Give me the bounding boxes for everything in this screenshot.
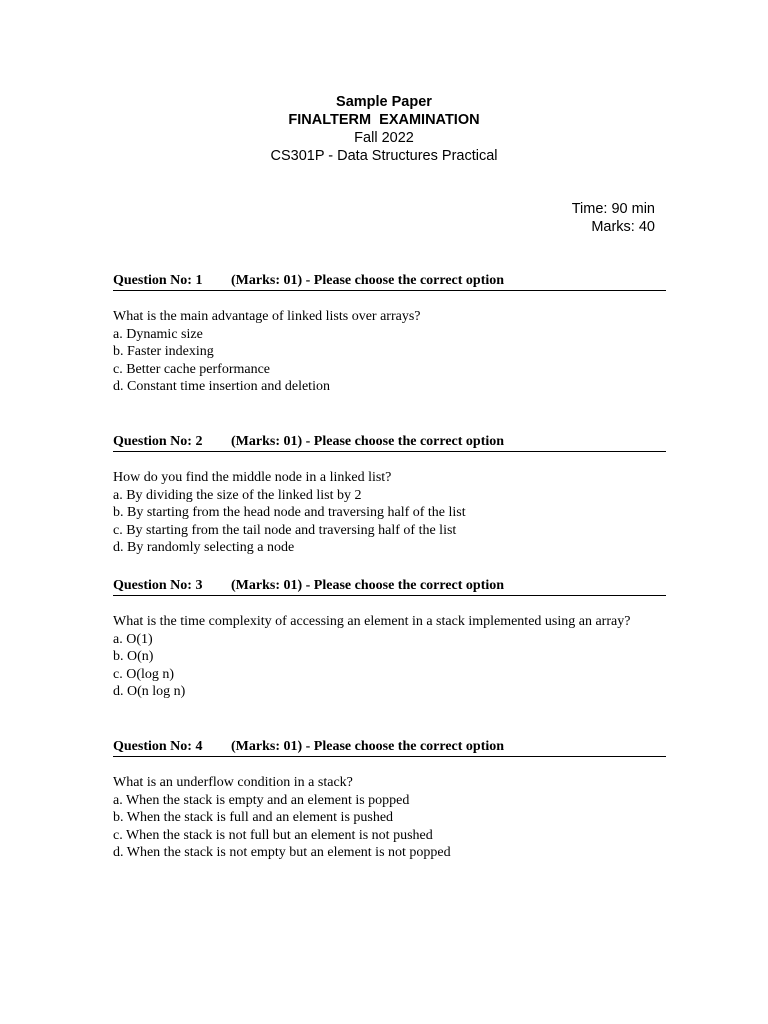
question-body — [113, 774, 666, 862]
question-number: Question No: 1 — [113, 273, 203, 288]
question-instruction: (Marks: 01) - Please choose the correct option — [231, 578, 505, 593]
question-instruction: (Marks: 01) - Please choose the correct option — [231, 434, 505, 449]
option-b: b. O(n) — [113, 649, 154, 665]
question-number: Question No: 2 — [113, 434, 203, 449]
question-text: What is the main advantage of linked lists over arrays? — [113, 309, 421, 324]
option-b: b. By starting from the head node and traversing half of the list — [113, 505, 466, 521]
option-d: d. Constant time insertion and deletion — [113, 379, 330, 395]
option-a: a. O(1) — [113, 631, 153, 647]
exam-header — [0, 93, 768, 165]
exam-marks: Marks: 40 — [591, 219, 655, 235]
question-text: What is the time complexity of accessing an element in a stack implemented using an array? — [113, 614, 631, 629]
option-d: d. O(n log n) — [113, 684, 186, 700]
option-b: b. Faster indexing — [113, 344, 214, 360]
question-1 — [113, 272, 666, 396]
question-instruction: (Marks: 01) - Please choose the correct option — [231, 739, 505, 754]
question-heading — [113, 433, 666, 452]
option-a: a. By dividing the size of the linked list by 2 — [113, 487, 362, 503]
exam-title: FINALTERM EXAMINATION — [288, 112, 480, 128]
question-text: What is an underflow condition in a stack? — [113, 775, 353, 790]
question-text: How do you find the middle node in a linked list? — [113, 470, 392, 485]
exam-term: Fall 2022 — [354, 130, 414, 146]
option-c: c. By starting from the tail node and traversing half of the list — [113, 522, 457, 538]
course-title: CS301P - Data Structures Practical — [270, 148, 498, 164]
exam-meta — [572, 200, 655, 236]
option-b: b. When the stack is full and an element is pushed — [113, 810, 394, 826]
option-c: c. Better cache performance — [113, 361, 271, 377]
question-body — [113, 308, 666, 396]
question-instruction: (Marks: 01) - Please choose the correct option — [231, 273, 505, 288]
question-body — [113, 469, 666, 557]
question-heading — [113, 272, 666, 291]
question-2 — [113, 433, 666, 557]
question-3 — [113, 577, 666, 701]
option-a: a. Dynamic size — [113, 326, 203, 342]
paper-type: Sample Paper — [336, 94, 432, 110]
question-4 — [113, 738, 666, 862]
question-number: Question No: 4 — [113, 739, 203, 754]
question-heading — [113, 738, 666, 757]
option-c: c. When the stack is not full but an element is not pushed — [113, 827, 433, 843]
exam-time: Time: 90 min — [571, 201, 655, 217]
question-body — [113, 613, 666, 701]
question-heading — [113, 577, 666, 596]
option-a: a. When the stack is empty and an element is popped — [113, 792, 410, 808]
option-c: c. O(log n) — [113, 666, 175, 682]
question-number: Question No: 3 — [113, 578, 203, 593]
option-d: d. When the stack is not empty but an element is not popped — [113, 845, 451, 861]
option-d: d. By randomly selecting a node — [113, 540, 295, 556]
